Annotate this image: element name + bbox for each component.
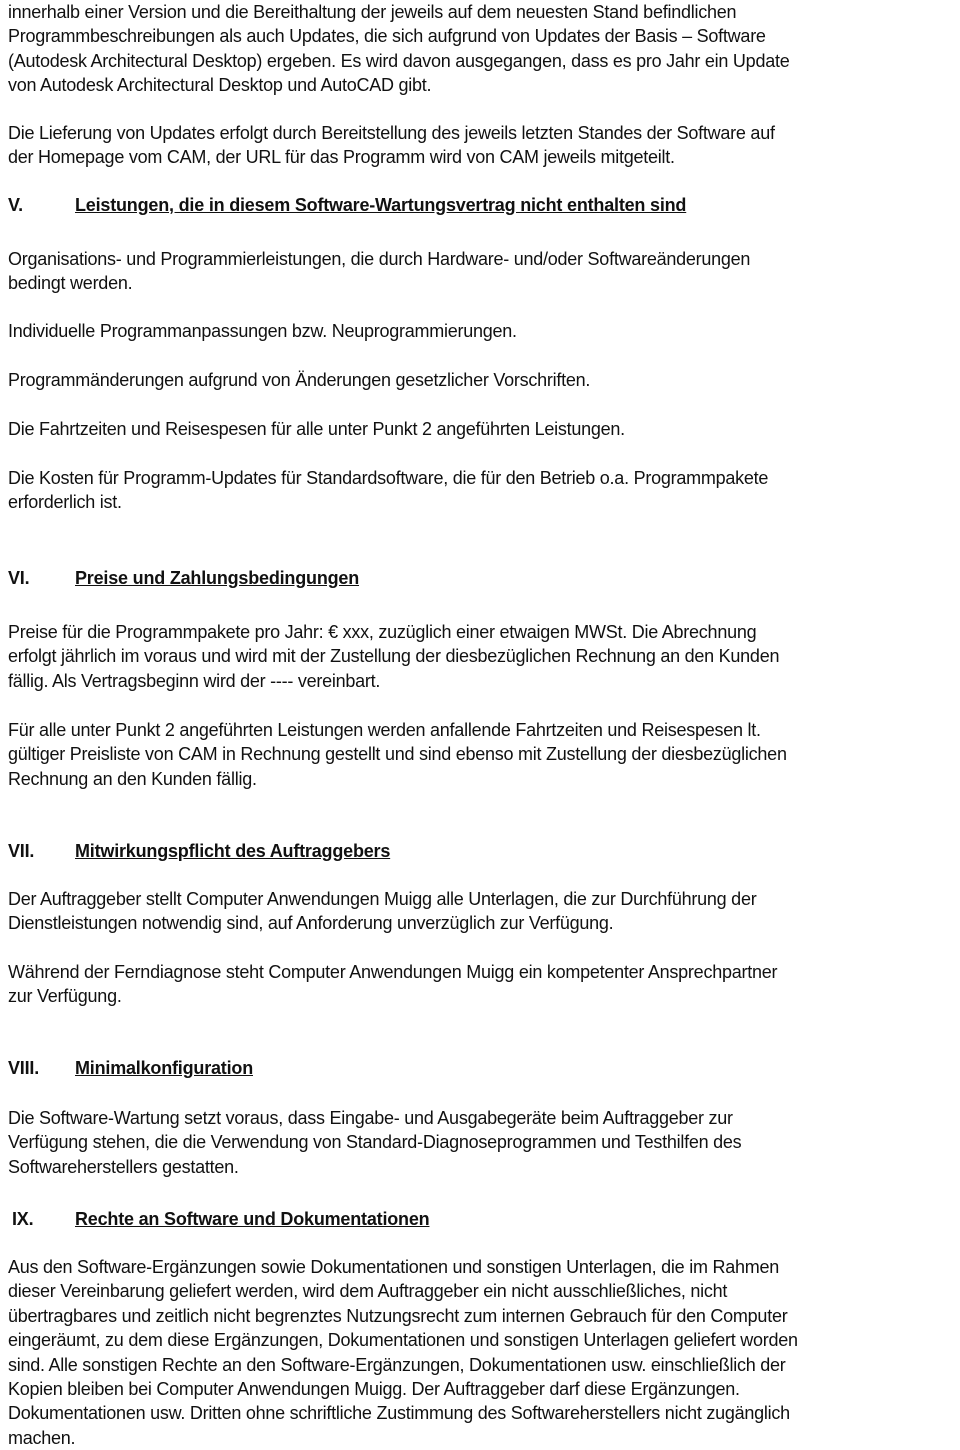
text-line: übertragbares und zeitlich nicht begrenztes Nutzungsrecht zum internen Gebrauch für den Computer xyxy=(8,1305,788,1326)
paragraph-p6 xyxy=(8,417,625,441)
paragraph-p7 xyxy=(8,466,768,515)
text-line: dieser Vereinbarung geliefert werden, wird dem Auftraggeber ein nicht ausschließliches, nicht xyxy=(8,1281,728,1302)
text-line: Die Software-Wartung setzt voraus, dass Eingabe- und Ausgabegeräte beim Auftraggeber zur xyxy=(8,1108,733,1128)
text-line: Die Fahrtzeiten und Reisespesen für alle unter Punkt 2 angeführten Leistungen. xyxy=(8,419,625,439)
text-line: Aus den Software-Ergänzungen sowie Dokumentationen und sonstigen Unterlagen, die im Rahmen xyxy=(8,1257,779,1277)
text-line: erfolgt jährlich im voraus und wird mit der Zustellung der diesbezüglichen Rechnung an den Kunden xyxy=(8,646,780,667)
text-line: Preise für die Programmpakete pro Jahr: € xxx, zuzüglich einer etwaigen MWSt. Die Abrechnung xyxy=(8,622,757,642)
text-line: Organisations- und Programmierleistungen, die durch Hardware- und/oder Softwareänderungen xyxy=(8,249,751,269)
text-line: von Autodesk Architectural Desktop und AutoCAD gibt. xyxy=(8,75,432,96)
paragraph-p12 xyxy=(8,1106,741,1179)
paragraph-p5 xyxy=(8,368,590,392)
paragraph-p13 xyxy=(8,1255,798,1450)
text-line: zur Verfügung. xyxy=(8,986,122,1007)
paragraph-p11 xyxy=(8,960,777,1009)
section-number: V. xyxy=(8,195,23,215)
text-line: der Homepage vom CAM, der URL für das Programm wird von CAM jeweils mitgeteilt. xyxy=(8,147,675,168)
section-title: Mitwirkungspflicht des Auftraggebers xyxy=(75,841,391,861)
text-line: eingeräumt, zu dem diese Ergänzungen, Dokumentationen und sonstigen Unterlagen geliefert worden xyxy=(8,1330,798,1351)
text-line: erforderlich ist. xyxy=(8,492,122,513)
section-number: VI. xyxy=(8,568,30,588)
paragraph-p10 xyxy=(8,887,756,936)
section-title: Preise und Zahlungsbedingungen xyxy=(75,568,360,588)
text-line: Programmbeschreibungen als auch Updates, die sich aufgrund von Updates der Basis – Software xyxy=(8,26,766,47)
section-title: Leistungen, die in diesem Software-Wartungsvertrag nicht enthalten sind xyxy=(75,195,687,215)
text-line: fällig. Als Vertragsbeginn wird der ---- vereinbart. xyxy=(8,670,381,691)
text-line: Verfügung stehen, die die Verwendung von Standard-Diagnoseprogrammen und Testhilfen des xyxy=(8,1132,742,1153)
text-line: bedingt werden. xyxy=(8,273,133,294)
text-line: gültiger Preisliste von CAM in Rechnung gestellt und sind ebenso mit Zustellung der diesbezüglichen xyxy=(8,744,787,765)
text-line: Die Kosten für Programm-Updates für Standardsoftware, die für den Betrieb o.a. Programmpakete xyxy=(8,468,769,488)
paragraph-p3 xyxy=(8,247,750,296)
text-line: Während der Ferndiagnose steht Computer Anwendungen Muigg ein kompetenter Ansprechpartner xyxy=(8,962,778,982)
text-line: Kopien bleiben bei Computer Anwendungen Muigg. Der Auftraggeber darf diese Ergänzungen. xyxy=(8,1379,740,1400)
text-line: Die Lieferung von Updates erfolgt durch Bereitstellung des jeweils letzten Standes der Software auf xyxy=(8,123,775,143)
text-line: sind. Alle sonstigen Rechte an den Software-Ergänzungen, Dokumentationen usw. einschließlich der xyxy=(8,1354,786,1375)
paragraph-p1 xyxy=(8,0,789,98)
paragraph-p2 xyxy=(8,121,775,170)
text-line: (Autodesk Architectural Desktop) ergeben. Es wird davon ausgegangen, dass es pro Jahr ein Update xyxy=(8,50,790,71)
section-number: IX. xyxy=(12,1209,34,1229)
text-line: Programmänderungen aufgrund von Änderungen gesetzlicher Vorschriften. xyxy=(8,370,591,390)
paragraph-p8 xyxy=(8,620,779,693)
text-line: Für alle unter Punkt 2 angeführten Leistungen werden anfallende Fahrtzeiten und Reisespesen lt. xyxy=(8,720,761,740)
text-line: Individuelle Programmanpassungen bzw. Neuprogrammierungen. xyxy=(8,321,517,341)
text-line: innerhalb einer Version und die Bereithaltung der jeweils auf dem neuesten Stand befindlichen xyxy=(8,2,737,22)
paragraph-p9 xyxy=(8,718,787,791)
section-title: Rechte an Software und Dokumentationen xyxy=(75,1209,430,1229)
text-line: Dokumentationen usw. Dritten ohne schriftliche Zustimmung des Softwareherstellers nicht zugänglich xyxy=(8,1403,790,1424)
section-number: VII. xyxy=(8,841,35,861)
text-line: Rechnung an den Kunden fällig. xyxy=(8,768,257,789)
text-line: Der Auftraggeber stellt Computer Anwendungen Muigg alle Unterlagen, die zur Durchführung der xyxy=(8,889,757,909)
section-title: Minimalkonfiguration xyxy=(75,1058,253,1078)
text-line: machen. xyxy=(8,1427,76,1448)
text-line: Dienstleistungen notwendig sind, auf Anforderung unverzüglich zur Verfügung. xyxy=(8,913,614,934)
section-number: VIII. xyxy=(8,1058,40,1078)
paragraph-p4 xyxy=(8,319,517,343)
text-line: Softwareherstellers gestatten. xyxy=(8,1156,239,1177)
